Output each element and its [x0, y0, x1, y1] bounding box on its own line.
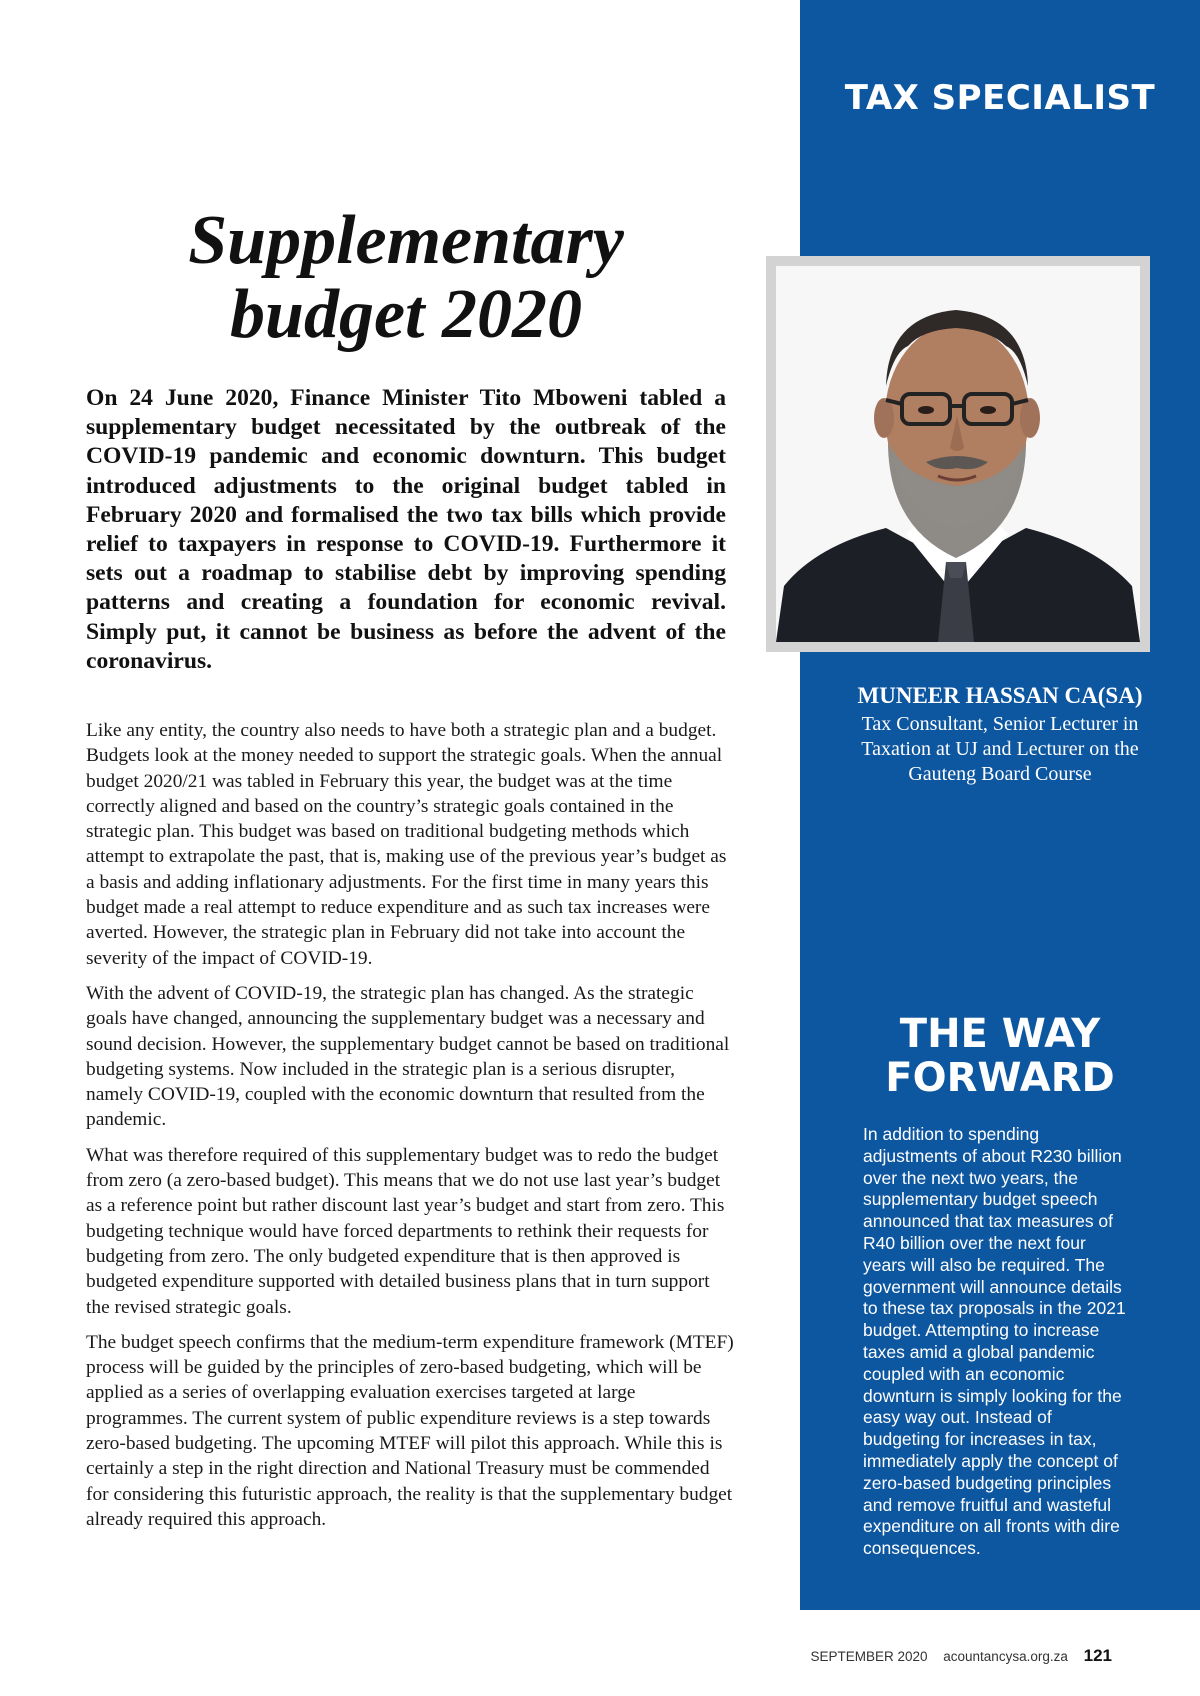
footer-issue: SEPTEMBER 2020: [810, 1649, 928, 1664]
author-photo-frame: [766, 256, 1150, 652]
author-block: [800, 682, 1200, 787]
sidebar-panel: [800, 0, 1200, 1610]
article-body: [86, 718, 734, 1542]
article-paragraph: With the advent of COVID-19, the strategic plan has changed. As the strategic goals have changed, announcing the supplementary budget was a necessary and sound decision. However, the supplementary budget cannot be based on traditional budgeting systems. Now included in the strategic plan is a serious disrupter, namely COVID-19, coupled with the economic downturn that resulted from the pandemic.: [86, 982, 730, 1131]
way-forward-title: THE WAY FORWARD: [885, 1011, 1115, 1101]
author-photo: [776, 266, 1140, 642]
article-paragraph: The budget speech confirms that the medium-term expenditure framework (MTEF) process will be guided by the principles of zero-based budgeting, which will be applied as a series of overlapping evaluation exercises targeted at large programmes. The current system of public expenditure reviews is a step towards zero-based budgeting. The upcoming MTEF will pilot this approach. While this is certainly a step in the right direction and National Treasury must be commended for considering this futuristic approach, the reality is that the supplementary budget already required this approach.: [86, 1331, 734, 1530]
footer-site: acountancysa.org.za: [943, 1649, 1068, 1664]
article-lede: On 24 June 2020, Finance Minister Tito Mboweni tabled a supplementary budget necessitated by the outbreak of the COVID-19 pandemic and economic downturn. This budget introduced adjustments to the original budget tabled in February 2020 and formalised the two tax bills which provide relief to taxpayers in response to COVID-19. Furthermore it sets out a roadmap to stabilise debt by improving spending patterns and creating a foundation for economic revival. Simply put, it cannot be business as before the advent of the coronavirus.: [86, 385, 726, 674]
author-role: Tax Consultant, Senior Lecturer in Taxation at UJ and Lecturer on the Gauteng Board Course: [861, 713, 1139, 785]
author-portrait-illustration: [776, 266, 1140, 642]
page-number: 121: [1083, 1646, 1112, 1665]
page-footer: [810, 1646, 1112, 1666]
article-paragraph: Like any entity, the country also needs to have both a strategic plan and a budget. Budgets look at the money needed to support the strategic goals. When the annual budget 2020/21 was tabled in February this year, the budget was at the time correctly aligned and based on the country’s strategic goals contained in the strategic plan. This budget was based on traditional budgeting methods which attempt to extrapolate the past, that is, making use of the previous year’s budget as a basis and adding inflationary adjustments. For the first time in many years this budget made a real attempt to reduce expenditure and as such tax increases were averted. However, the strategic plan in February did not take into account the severity of the impact of COVID-19.: [86, 720, 727, 969]
way-forward-body: In addition to spending adjustments of about R230 billion over the next two years, the supplementary budget speech announced that tax measures of R40 billion over the next four years will also be required. The government will announce details to these tax proposals in the 2021 budget. Attempting to increase taxes amid a global pandemic coupled with an economic downturn is simply looking for the easy way out. Instead of budgeting for increases in tax, immediately apply the concept of zero-based budgeting principles and remove fruitful and wasteful expenditure on all fronts with dire consequences.: [863, 1124, 1126, 1559]
section-label: TAX SPECIALIST: [844, 78, 1156, 118]
article-paragraph: What was therefore required of this supplementary budget was to redo the budget from zero (a zero-based budget). This means that we do not use last year’s budget as a reference point but rather discount last year’s budget and start from zero. This budgeting technique would have forced departments to rethink their requests for budgeting from zero. The only budgeted expenditure that is then approved is budgeted expenditure supported with detailed business plans that in turn support the revised strategic goals.: [86, 1144, 725, 1318]
author-name: MUNEER HASSAN CA(SA): [857, 683, 1143, 708]
article-headline: Supplementary budget 2020: [188, 202, 624, 353]
